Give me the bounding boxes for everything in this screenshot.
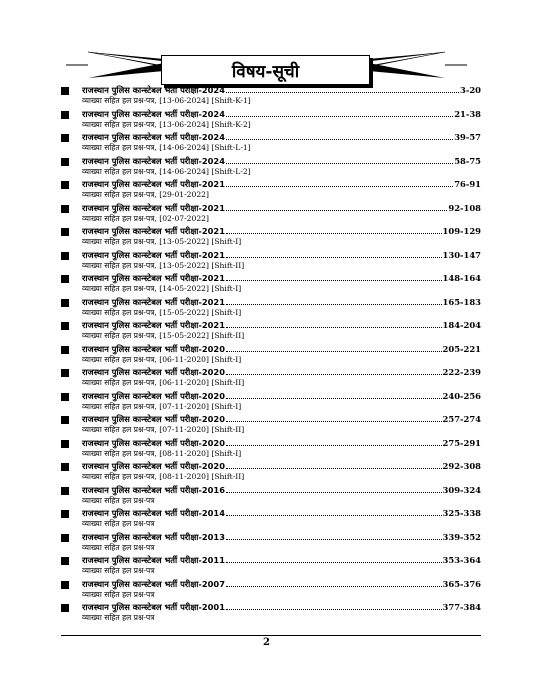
toc-entry[interactable] [61, 413, 481, 437]
dot-leader [226, 162, 453, 164]
dot-leader [226, 326, 442, 328]
square-bullet-icon [61, 581, 69, 589]
toc-entry-heading-line [61, 319, 481, 331]
toc-entry-subtitle: व्याख्या सहित हल प्रश्न-पत्र, [13-06-2024] [Shift-K-1] [82, 96, 251, 105]
toc-entry-heading-line [61, 108, 481, 120]
toc-entry-heading-line [61, 413, 481, 425]
dot-leader [226, 608, 442, 610]
toc-entry-title: राजस्थान पुलिस कान्स्टेबल भर्ती परीक्षा-2020 [82, 461, 225, 471]
toc-entry[interactable] [61, 84, 481, 108]
toc-entry-title: राजस्थान पुलिस कान्स्टेबल भर्ती परीक्षा-2024 [82, 85, 225, 95]
toc-entry-heading-line [61, 390, 481, 402]
toc-entry-title: राजस्थान पुलिस कान्स्टेबल भर्ती परीक्षा-2021 [82, 179, 225, 189]
toc-entry-heading-line [61, 601, 481, 613]
toc-entry-heading-line [61, 84, 481, 96]
toc-entry-heading-line [61, 554, 481, 566]
toc-entry-subtitle: व्याख्या सहित हल प्रश्न-पत्र, [15-05-2022] [Shift-I] [82, 307, 242, 317]
toc-entry-pages: 39-57 [454, 132, 481, 142]
square-bullet-icon [61, 275, 69, 283]
page-title-text: विषय-सूची [231, 61, 300, 82]
square-bullet-icon [61, 463, 69, 471]
dot-leader [226, 138, 453, 140]
dot-leader [226, 467, 442, 469]
toc-entry-heading-line [61, 131, 481, 143]
toc-entry-title: राजस्थान पुलिस कान्स्टेबल भर्ती परीक्षा-2020 [82, 367, 225, 377]
toc-entry[interactable] [61, 155, 481, 179]
dot-leader [226, 538, 442, 540]
square-bullet-icon [61, 181, 69, 189]
toc-entry[interactable] [61, 484, 481, 508]
toc-entry-subtitle: व्याख्या सहित हल प्रश्न-पत्र, [13-06-2024] [Shift-K-2] [82, 119, 251, 129]
dot-leader [226, 350, 442, 352]
toc-entry-pages: 325-338 [442, 508, 481, 518]
square-bullet-icon [61, 510, 69, 518]
toc-entry[interactable] [61, 202, 481, 226]
toc-entry[interactable] [61, 531, 481, 555]
toc-entry-pages: 309-324 [442, 484, 481, 495]
toc-entry-pages: 109-129 [442, 226, 481, 236]
table-of-contents [61, 84, 481, 625]
toc-entry[interactable] [61, 601, 481, 625]
page-title [161, 55, 370, 85]
toc-entry-subtitle: व्याख्या सहित हल प्रश्न-पत्र, [14-06-2024] [Shift-L-1] [82, 143, 251, 152]
toc-entry-pages: 365-376 [442, 578, 481, 589]
toc-entry-title: राजस्थान पुलिस कान्स्टेबल भर्ती परीक्षा-2021 [82, 296, 225, 307]
toc-entry-title: राजस्थान पुलिस कान्स्टेबल भर्ती परीक्षा-2020 [82, 343, 225, 354]
dot-leader [226, 232, 442, 234]
toc-entry-heading-line [61, 531, 481, 543]
toc-entry-title: राजस्थान पुलिस कान्स्टेबल भर्ती परीक्षा-2021 [82, 320, 225, 330]
toc-entry[interactable] [61, 249, 481, 273]
dot-leader [226, 585, 442, 587]
dot-leader [226, 397, 442, 399]
dot-leader [226, 444, 442, 446]
dot-leader [226, 256, 442, 258]
toc-entry-heading-line [61, 202, 481, 214]
dot-leader [226, 491, 442, 493]
square-bullet-icon [61, 299, 69, 307]
toc-entry-heading-line [61, 225, 481, 237]
dot-leader [226, 185, 453, 187]
toc-entry-heading-line [61, 484, 481, 496]
dot-leader [226, 209, 447, 211]
toc-entry[interactable] [61, 343, 481, 367]
dot-leader [226, 514, 442, 516]
dot-leader [226, 303, 442, 305]
square-bullet-icon [61, 346, 69, 354]
toc-entry-heading-line [61, 178, 481, 190]
toc-entry-heading-line [61, 366, 481, 378]
toc-entry-pages: 339-352 [442, 531, 481, 542]
square-bullet-icon [61, 534, 69, 542]
toc-entry[interactable] [61, 319, 481, 343]
toc-entry-subtitle: व्याख्या सहित हल प्रश्न-पत्र [82, 542, 155, 552]
square-bullet-icon [61, 604, 69, 612]
toc-entry-subtitle: व्याख्या सहित हल प्रश्न-पत्र, [14-05-2022] [Shift-I] [82, 284, 242, 293]
toc-entry-subtitle: व्याख्या सहित हल प्रश्न-पत्र, [29-01-2022] [82, 190, 209, 199]
toc-entry-subtitle: व्याख्या सहित हल प्रश्न-पत्र [82, 566, 155, 575]
toc-entry-heading-line [61, 460, 481, 472]
dot-leader [226, 373, 442, 375]
square-bullet-icon [61, 369, 69, 377]
toc-entry-subtitle: व्याख्या सहित हल प्रश्न-पत्र, [08-11-2020] [Shift-I] [82, 448, 242, 458]
toc-entry-subtitle: व्याख्या सहित हल प्रश्न-पत्र, [07-11-2020] [Shift-II] [82, 425, 245, 434]
toc-entry-pages: 92-108 [448, 202, 481, 213]
toc-entry-title: राजस्थान पुलिस कान्स्टेबल भर्ती परीक्षा-2020 [82, 390, 225, 401]
toc-entry-subtitle: व्याख्या सहित हल प्रश्न-पत्र [82, 589, 155, 599]
toc-entry-heading-line [61, 343, 481, 355]
toc-entry-title: राजस्थान पुलिस कान्स्टेबल भर्ती परीक्षा-2024 [82, 155, 225, 166]
toc-entry-heading-line [61, 507, 481, 519]
toc-entry[interactable] [61, 225, 481, 249]
toc-entry-title: राजस्थान पुलिस कान्स्टेबल भर्ती परीक्षा-2021 [82, 249, 225, 260]
toc-entry-subtitle: व्याख्या सहित हल प्रश्न-पत्र, [08-11-2020] [Shift-II] [82, 472, 245, 481]
toc-entry[interactable] [61, 554, 481, 578]
toc-entry-pages: 275-291 [442, 437, 481, 448]
square-bullet-icon [61, 487, 69, 495]
toc-entry[interactable] [61, 578, 481, 602]
toc-entry-pages: 377-384 [442, 602, 481, 612]
toc-entry-pages: 130-147 [442, 249, 481, 260]
toc-entry-pages: 3-20 [460, 85, 481, 95]
toc-entry-subtitle: व्याख्या सहित हल प्रश्न-पत्र, [13-05-2022] [Shift-II] [82, 260, 245, 270]
toc-entry-title: राजस्थान पुलिस कान्स्टेबल भर्ती परीक्षा-2020 [82, 414, 225, 424]
square-bullet-icon [61, 252, 69, 260]
toc-entry-heading-line [61, 296, 481, 308]
dot-leader [226, 279, 442, 281]
toc-entry-title: राजस्थान पुलिस कान्स्टेबल भर्ती परीक्षा-2020 [82, 437, 225, 448]
toc-entry-title: राजस्थान पुलिस कान्स्टेबल भर्ती परीक्षा-2021 [82, 273, 225, 283]
toc-entry-pages: 76-91 [454, 179, 481, 189]
toc-entry-title: राजस्थान पुलिस कान्स्टेबल भर्ती परीक्षा-2011 [82, 555, 225, 565]
toc-entry-pages: 353-364 [442, 555, 481, 565]
dot-leader [226, 420, 442, 422]
toc-entry-title: राजस्थान पुलिस कान्स्टेबल भर्ती परीक्षा-2014 [82, 508, 225, 518]
square-bullet-icon [61, 111, 69, 119]
toc-entry[interactable] [61, 108, 481, 132]
toc-entry-heading-line [61, 437, 481, 449]
toc-entry[interactable] [61, 460, 481, 484]
dot-leader [226, 561, 442, 563]
footer-divider [61, 635, 481, 636]
toc-entry-subtitle: व्याख्या सहित हल प्रश्न-पत्र, [14-06-2024] [Shift-L-2] [82, 166, 251, 176]
toc-entry-title: राजस्थान पुलिस कान्स्टेबल भर्ती परीक्षा-2024 [82, 108, 225, 119]
toc-entry-pages: 222-239 [442, 367, 481, 377]
page-number: 2 [263, 637, 270, 648]
square-bullet-icon [61, 87, 69, 95]
toc-entry-title: राजस्थान पुलिस कान्स्टेबल भर्ती परीक्षा-2007 [82, 578, 225, 589]
toc-entry-pages: 58-75 [454, 155, 481, 166]
toc-entry-subtitle: व्याख्या सहित हल प्रश्न-पत्र, [06-11-2020] [Shift-II] [82, 378, 245, 387]
toc-entry-subtitle: व्याख्या सहित हल प्रश्न-पत्र [82, 519, 155, 528]
toc-entry-title: राजस्थान पुलिस कान्स्टेबल भर्ती परीक्षा-2016 [82, 484, 225, 495]
toc-entry[interactable] [61, 390, 481, 414]
toc-entry-title: राजस्थान पुलिस कान्स्टेबल भर्ती परीक्षा-2021 [82, 202, 225, 213]
toc-entry-heading-line [61, 249, 481, 261]
toc-entry-title: राजस्थान पुलिस कान्स्टेबल भर्ती परीक्षा-2013 [82, 531, 225, 542]
square-bullet-icon [61, 205, 69, 213]
square-bullet-icon [61, 416, 69, 424]
toc-entry-heading-line [61, 272, 481, 284]
toc-entry-subtitle: व्याख्या सहित हल प्रश्न-पत्र, [15-05-2022] [Shift-II] [82, 331, 245, 340]
square-bullet-icon [61, 557, 69, 565]
toc-entry-subtitle: व्याख्या सहित हल प्रश्न-पत्र [82, 495, 155, 505]
toc-entry-pages: 184-204 [442, 320, 481, 330]
toc-entry-pages: 205-221 [442, 343, 481, 354]
toc-entry-title: राजस्थान पुलिस कान्स्टेबल भर्ती परीक्षा-2021 [82, 226, 225, 236]
toc-entry-subtitle: व्याख्या सहित हल प्रश्न-पत्र, [13-05-2022] [Shift-I] [82, 237, 242, 246]
toc-entry-title: राजस्थान पुलिस कान्स्टेबल भर्ती परीक्षा-2001 [82, 602, 225, 612]
toc-entry-heading-line [61, 155, 481, 167]
toc-entry-subtitle: व्याख्या सहित हल प्रश्न-पत्र [82, 613, 155, 622]
toc-entry-pages: 21-38 [454, 108, 481, 119]
toc-entry[interactable] [61, 507, 481, 531]
toc-entry-pages: 148-164 [442, 273, 481, 283]
toc-entry-pages: 240-256 [442, 390, 481, 401]
toc-entry[interactable] [61, 366, 481, 390]
toc-entry-pages: 292-308 [442, 461, 481, 471]
dot-leader [226, 91, 459, 93]
square-bullet-icon [61, 158, 69, 166]
toc-entry[interactable] [61, 272, 481, 296]
square-bullet-icon [61, 134, 69, 142]
toc-entry[interactable] [61, 178, 481, 202]
toc-entry-title: राजस्थान पुलिस कान्स्टेबल भर्ती परीक्षा-2024 [82, 132, 225, 142]
toc-entry-heading-line [61, 578, 481, 590]
square-bullet-icon [61, 322, 69, 330]
square-bullet-icon [61, 228, 69, 236]
square-bullet-icon [61, 440, 69, 448]
toc-entry[interactable] [61, 437, 481, 461]
dot-leader [226, 115, 453, 117]
square-bullet-icon [61, 393, 69, 401]
toc-entry-subtitle: व्याख्या सहित हल प्रश्न-पत्र, [06-11-2020] [Shift-I] [82, 354, 242, 364]
toc-entry-pages: 165-183 [442, 296, 481, 307]
toc-entry-pages: 257-274 [442, 414, 481, 424]
toc-entry[interactable] [61, 131, 481, 155]
toc-entry-subtitle: व्याख्या सहित हल प्रश्न-पत्र, [02-07-2022] [82, 213, 209, 223]
toc-entry-subtitle: व्याख्या सहित हल प्रश्न-पत्र, [07-11-2020] [Shift-I] [82, 401, 242, 411]
toc-entry[interactable] [61, 296, 481, 320]
